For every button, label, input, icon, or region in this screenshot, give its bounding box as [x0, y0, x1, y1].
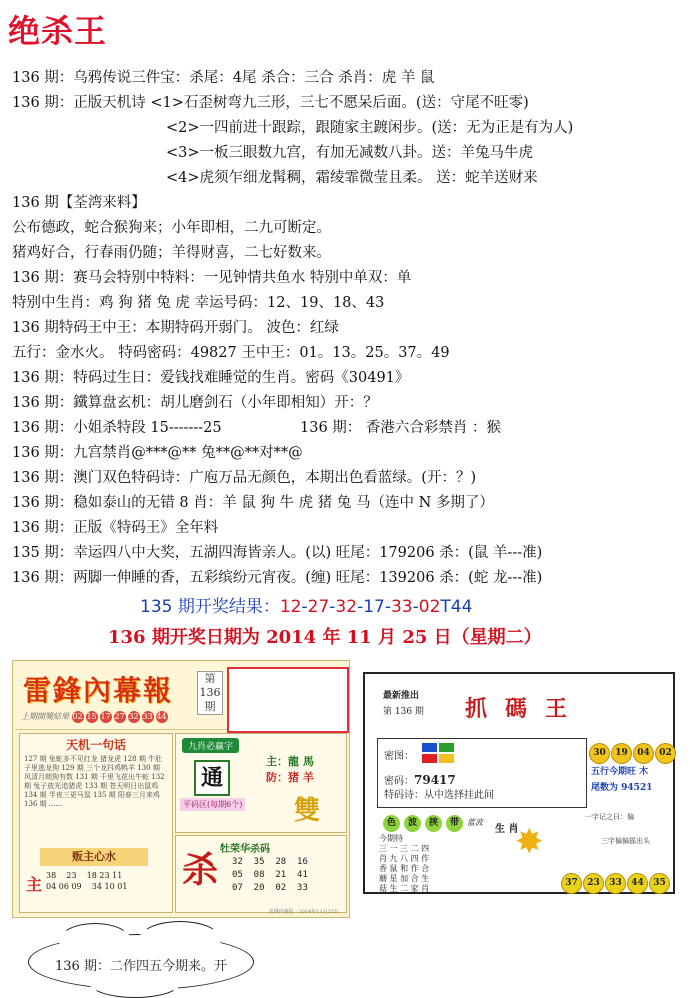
text-line-10: 特别中生肖：鸡 狗 猪 兔 虎 幸运号码：12、19、18、43: [12, 295, 385, 311]
ball: 44: [627, 873, 648, 894]
poem-panel: [19, 733, 173, 913]
strip-ball: 32: [128, 712, 139, 721]
text-line-22: 136 期：两脚一伸睡的香，五彩缤纷元宵夜。(缠) 旺尾：139206 杀：(蛇 龙---准): [12, 570, 543, 586]
zodiac-panel: [175, 733, 347, 833]
label-circle: 带: [446, 815, 463, 832]
text-line-16: 136 期： 香港六合彩禁肖 ：猴: [300, 420, 502, 436]
tail-label: 尾数为: [591, 783, 619, 793]
card-issue: 第136期: [197, 671, 223, 715]
kill-title: 牡荣华杀码: [220, 844, 270, 855]
flat-code-label: 平码区(每期6个): [180, 798, 245, 811]
one-word-hint: 一字记之曰：偏: [585, 813, 634, 821]
draw-result: 135 期开奖结果：12-27-32-17-33-02T44: [140, 597, 473, 617]
draw-date: 136 期开奖日期为 2014 年 11 月 25 日（星期二）: [108, 627, 542, 648]
strip-label: 上期開獎結果: [21, 712, 69, 721]
result-num-3: 32: [335, 597, 358, 617]
text-line-2: 136 期：正版天机诗 <1>石歪树弯九三形，三七不愿呆后面。(送：守尾不旺零): [12, 95, 529, 111]
text-line-18: 136 期：澳门双色特码诗：广庖万品无颜色，本期出色看蓝绿。(开：？): [12, 470, 477, 486]
strip-ball: 44: [156, 712, 167, 721]
cloud-text: 136 期：二作四五今期来。开: [55, 959, 227, 974]
zhuamawang-card: [363, 672, 675, 894]
code-value: 79417: [414, 773, 456, 787]
code-label: 密码：: [384, 776, 414, 787]
result-num-6: 02: [418, 597, 441, 617]
ball: 35: [649, 873, 670, 894]
card-logo: 雷鋒內幕報: [23, 674, 174, 707]
text-line-19: 136 期：稳如泰山的无错 8 肖：羊 鼠 狗 牛 虎 猪 兔 马（连中 N 多期了）: [12, 495, 494, 511]
ball: 04: [633, 743, 654, 764]
text-line-21: 135 期：幸运四八中大奖，五湖四海皆亲人。(以) 旺尾：179206 杀：(鼠 羊---准): [12, 545, 543, 561]
text-line-3: <2>一四前进十跟踪，跟随家主踱闲步。(送：无为正是有为人): [166, 120, 574, 136]
label-circle: 波: [404, 815, 421, 832]
text-line-9: 136 期：赛马会特别中特料：一见钟情共鱼水 特别中单双：单: [12, 270, 412, 286]
section-title: 贩主心水: [40, 848, 148, 866]
text-line-7: 公布德政，蛇合猴狗来；小年即相，二九可断定。: [12, 220, 331, 236]
cloud-note: [28, 934, 254, 990]
ball: 37: [561, 873, 582, 894]
text-line-13: 136 期：特码过生日：爱钱找难睡觉的生肖。密码《30491》: [12, 370, 410, 386]
wuxing-info: [591, 764, 652, 796]
text-line-20: 136 期：正版《特码王》全年料: [12, 520, 219, 536]
wuxing-value: 木: [639, 767, 649, 777]
card-footer: 雷锋内幕报 · 2014年11月25日: [268, 909, 339, 915]
poem-title: 天机一句话: [65, 738, 126, 752]
result-num-4: 17: [363, 597, 385, 617]
ball: 33: [605, 873, 626, 894]
label-extra: 蓝波: [467, 818, 483, 827]
ad-box: [227, 667, 349, 733]
result-num-2: 27: [307, 597, 330, 617]
text-line-12: 五行：金水火。 特码密码：49827 王中王：01。13。25。37。49: [12, 345, 450, 361]
big-char: 通: [194, 760, 230, 796]
star-icon: ✸: [515, 822, 544, 862]
result-special: T44: [440, 597, 473, 617]
text-line-8: 猪鸡好合，行春雨仍随；羊得财喜，二七好数来。: [12, 245, 331, 261]
wuxing-label: 五行今期旺: [591, 767, 637, 777]
result-num-5: 33: [390, 597, 413, 617]
strip-ball: 27: [114, 712, 125, 721]
kill-char: 杀: [182, 849, 219, 891]
special-poem: 从中选择挂此间: [424, 790, 494, 801]
text-line-17: 136 期：九宫禁肖@***@** 兔**@**对**@: [12, 445, 303, 461]
kill-grid: 32 35 28 16 05 08 21 41 07 20 02 33: [232, 857, 308, 893]
zodiac-label: 生 肖: [495, 824, 519, 835]
ball: 19: [611, 743, 632, 764]
top-balls: [589, 740, 677, 764]
double-char: 雙: [294, 796, 321, 826]
panel-tag: 九肖必赢字: [182, 738, 239, 753]
card-header: [15, 663, 347, 730]
card-title: 抓碼王: [465, 696, 586, 722]
number-block: 38 23 18 23 11 04 06 09 34 10 01: [46, 871, 128, 891]
text-line-4: <3>一板三眼数九宫，有加无减数八卦。送：羊兔马牛虎: [166, 145, 534, 161]
ball: 23: [583, 873, 604, 894]
page-title: 绝杀王: [8, 12, 108, 50]
strip-ball: 02: [72, 712, 83, 721]
flag-icon: [422, 743, 454, 763]
text-line-1: 136 期：乌鸦传说三件宝：杀尾：4尾 杀合：三合 杀肖：虎 羊 鼠: [12, 70, 435, 86]
text-line-11: 136 期特码王中王：本期特码开弱门。 波色：红绿: [12, 320, 339, 336]
special-label: 特码诗：: [384, 790, 424, 801]
leifeng-card: [12, 660, 350, 918]
three-word-hint: 三字偏偏摇出头: [601, 837, 650, 845]
ball: 02: [655, 743, 676, 764]
label-circle: 挟: [425, 815, 442, 832]
color-labels: [383, 810, 483, 832]
zodiac-main: 主：龍 馬: [266, 755, 314, 768]
zodiac-guard: 防：猪 羊: [266, 771, 314, 784]
zhu-label: 主: [26, 875, 43, 894]
text-line-6: 136 期【荃湾来料】: [12, 195, 146, 211]
tail-value: 94521: [621, 783, 653, 793]
code-box: [377, 738, 587, 808]
card-issue: 第 136 期: [383, 707, 424, 717]
result-label: 135 期开奖结果：: [140, 597, 280, 617]
strip-ball: 15: [86, 712, 97, 721]
mi-label: 密图：: [384, 751, 414, 762]
result-strip: [21, 711, 191, 725]
vertical-columns: 今期特 三 一 三 二 四 肖 九 八 四 作 香 鼠 和 作 合 蘑 星 加 合 生 菇 生 二 家 肖: [379, 834, 430, 893]
bottom-balls: [561, 870, 671, 894]
new-badge: 最新推出: [383, 691, 420, 701]
ball: 30: [589, 743, 610, 764]
result-num-1: 12: [279, 597, 302, 617]
poem-text: 127 期 兔蛇多不见红龙 猪龙虎 128 期 牛肚子里逃龙狗 129 期 三个龙抖鸡鸭羊 130 期 风清月朗狗有数 131 期 千里飞花出牛蛇 132 期 兔子放光追猪虎 133 期 苍天明日出鼠鸡 134 期 半夜三更马鼠 135 期 阳春三月来鸡 136 期 ......: [24, 755, 165, 808]
text-line-5: <4>虎须乍细龙髯稠，霜绫霏微莹且柔。 送：蛇羊送财来: [166, 170, 538, 186]
zodiac-picks: [266, 754, 314, 786]
label-circle: 色: [383, 815, 400, 832]
kill-panel: [175, 835, 347, 913]
code-lines: [384, 773, 494, 803]
strip-ball: 33: [142, 712, 153, 721]
text-line-14: 136 期：鐵算盘玄机：胡儿磨剑石（小年即相知）开：？: [12, 395, 378, 411]
strip-ball: 17: [100, 712, 111, 721]
text-line-15: 136 期：小姐杀特段 15-------25: [12, 420, 222, 436]
